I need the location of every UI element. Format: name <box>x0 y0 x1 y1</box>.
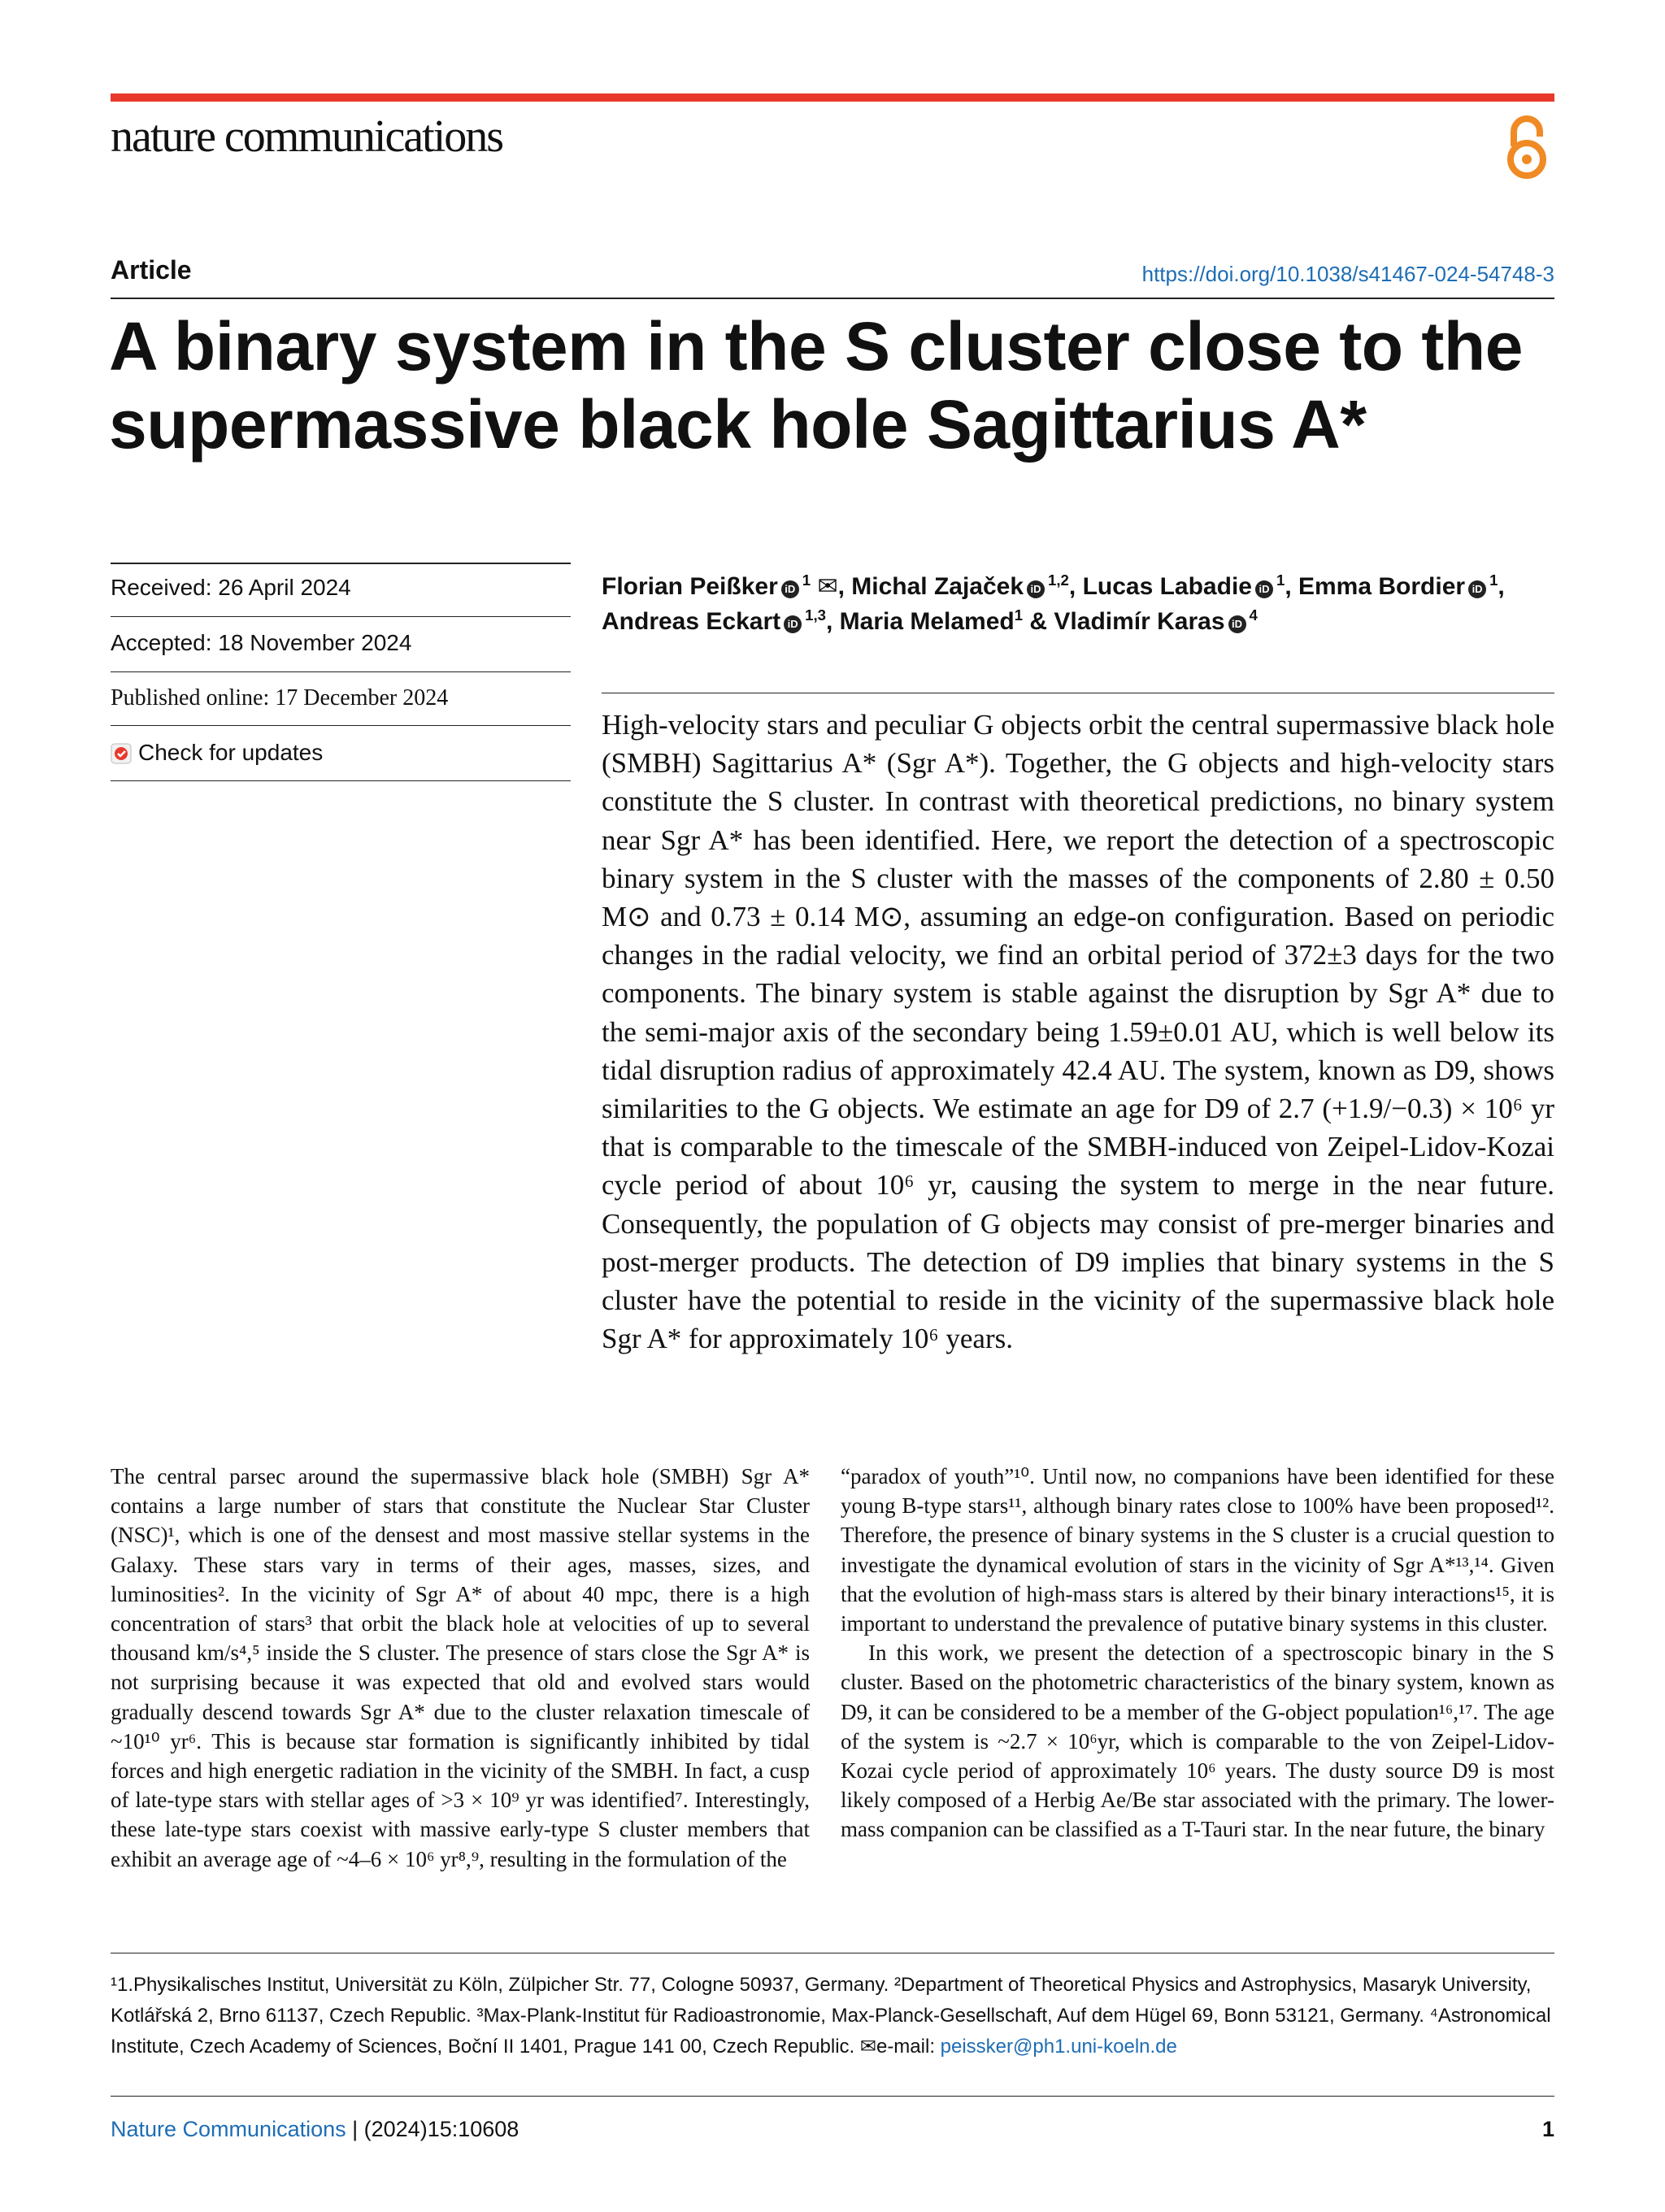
orcid-icon[interactable]: iD <box>784 615 802 633</box>
footer-rule <box>111 2096 1554 2097</box>
open-access-icon <box>1502 114 1551 180</box>
orcid-icon[interactable]: iD <box>1468 580 1486 598</box>
orcid-icon[interactable]: iD <box>1027 580 1045 598</box>
doi-link[interactable]: https://doi.org/10.1038/s41467-024-54748-3 <box>1141 262 1554 286</box>
author-list: Florian Peißker $iD^1$ ✉, Michal Zajaček iD$^{1,2}$, Lucas Labadie $iD^1$, Emma Bordier $iD^1$, Andreas Eckart iD$^{1,3}$, Maria Melamed$^1$ & Vladimír Karas $iD^4$ <box>602 571 1505 635</box>
body-column-right <box>841 1462 1554 1845</box>
meta-rule <box>111 563 571 564</box>
footer-citation: Nature Communications | (2024)15:10608 <box>111 2117 519 2141</box>
body-column-left <box>111 1462 810 1874</box>
accepted-date: Accepted: 18 November 2024 <box>111 630 412 655</box>
abstract: High-velocity stars and peculiar G objects orbit the central supermassive black hole (SMBH) Sagittarius A* (Sgr A*). Together, the G objects and high-velocity stars constitute the S cluster. In contrast with theoretical predictions, no binary system near Sgr A* has been identified. Here, we report the detection of a spectroscopic binary system in the S cluster with the masses of the components of 2.80 ± 0.50 M⊙ and 0.73 ± 0.14 M⊙, assuming an edge-on configuration. Based on periodic changes in the radial velocity, we find an orbital period of 372±3 days for the two components. The binary system is stable against the disruption by Sgr A* due to the semi-major axis of the secondary being 1.59±0.01 AU, which is well below its tidal disruption radius of approximately 42.4 AU. The system, known as D9, shows similarities to the G objects. We estimate an age for D9 of 2.7 (+1.9/−0.3) × 10⁶ yr that is comparable to the timescale of the SMBH-induced von Zeipel-Lidov-Kozai cycle period of about 10⁶ yr, causing the system to merge in the near future. Consequently, the population of G objects may consist of pre-merger binaries and post-merger products. The detection of D9 implies that binary systems in the S cluster have the potential to reside in the vicinity of the supermassive black hole Sgr A* for approximately 10⁶ years. <box>602 709 1554 1355</box>
meta-rule <box>111 616 571 617</box>
author-name[interactable]: Vladimír Karas <box>1054 608 1225 635</box>
body-paragraph: “paradox of youth”¹⁰. Until now, no companions have been identified for these young B-type stars¹¹, although binary rates close to 100% have been proposed¹². Therefore, the presence of binary systems in the S cluster is a crucial question to investigate the dynamical evolution of stars in the vicinity of Sgr A*¹³,¹⁴. Given that the evolution of high-mass stars is altered by their binary interactions¹⁵, it is important to understand the prevalence of putative binary systems in this cluster. <box>841 1464 1554 1636</box>
author-name[interactable]: Maria Melamed <box>839 608 1015 635</box>
mail-icon: ✉ <box>859 2036 876 2058</box>
journal-name: nature communications <box>111 111 503 162</box>
author-name[interactable]: Lucas Labadie <box>1082 573 1252 600</box>
check-updates-button[interactable] <box>111 740 323 766</box>
affiliations: ¹1.Physikalisches Institut, Universität zu Köln, Zülpicher Str. 77, Cologne 50937, Germany. ²Department of Theoretical Physics and Astrophysics, Masaryk University, Kotlářská 2, Brno 61137, Czech Republic. ³Max-Plank-Institut für Radioastronomie, Max-Planck-Gesellschaft, Auf dem Hügel 69, Bonn 53121, Germany. ⁴Astronomical Institute, Czech Academy of Sciences, Boční II 1401, Prague 141 00, Czech Republic. ✉e-mail: peissker@ph1.uni-koeln.de <box>111 1974 1551 2058</box>
orcid-icon[interactable]: iD <box>1228 615 1246 633</box>
meta-rule <box>111 780 571 781</box>
meta-rule <box>111 725 571 726</box>
orcid-icon[interactable]: iD <box>1255 580 1273 598</box>
email-link[interactable]: peissker@ph1.uni-koeln.de <box>940 2036 1177 2058</box>
check-updates-label: Check for updates <box>138 740 324 765</box>
meta-rule <box>111 671 571 672</box>
body-paragraph: In this work, we present the detection of a spectroscopic binary in the S cluster. Based on the photometric characteristics of the binary system, known as D9, it can be considered to be a member of the G-object population¹⁶,¹⁷. The age of the system is ~2.7 × 10⁶yr, which is comparable to the von Zeipel-Lidov-Kozai cycle period of approximately 10⁶ years. The dusty source D9 is most likely composed of a Herbig Ae/Be star associated with the primary. The lower-mass companion can be classified as a T-Tauri star. In the near future, the binary <box>841 1641 1554 1842</box>
footer-journal-link[interactable]: Nature Communications <box>111 2117 346 2141</box>
article-type: Article <box>111 255 192 285</box>
author-name[interactable]: Michal Zajaček <box>851 573 1024 600</box>
article-title: A binary system in the S cluster close to the supermassive black hole Sagittarius A* <box>109 308 1523 463</box>
header-rule <box>111 93 1554 102</box>
author-name[interactable]: Florian Peißker <box>602 573 778 600</box>
title-rule <box>111 298 1554 299</box>
orcid-icon[interactable]: iD <box>781 580 799 598</box>
body-paragraph: The central parsec around the supermassive black hole (SMBH) Sgr A* contains a large number of stars that constitute the Nuclear Star Cluster (NSC)¹, which is one of the densest and most massive stellar systems in the Galaxy. These stars vary in terms of their ages, masses, sizes, and luminosities². In the vicinity of Sgr A* of about 40 mpc, there is a high concentration of stars³ that orbit the black hole at velocities of up to several thousand km/s⁴,⁵ inside the S cluster. The presence of stars close the Sgr A* is not surprising because it was expected that old and evolved stars would gradually descend towards Sgr A* due to the cluster relaxation timescale of ~10¹⁰ yr⁶. This is because star formation is significantly inhibited by tidal forces and high energetic radiation in the vicinity of the SMBH. In fact, a cusp of late-type stars with stellar ages of >3 × 10⁹ yr was identified⁷. Interestingly, these late-type stars coexist with massive early-type S cluster members that exhibit an average age of ~4–6 × 10⁶ yr⁸,⁹, resulting in the formulation of the <box>111 1464 810 1871</box>
mail-icon[interactable]: ✉ <box>817 573 838 600</box>
page-number: 1 <box>1541 2117 1554 2141</box>
received-date: Received: 26 April 2024 <box>111 575 351 600</box>
author-name[interactable]: Andreas Eckart <box>602 608 781 635</box>
check-updates-icon <box>111 743 132 764</box>
author-name[interactable]: Emma Bordier <box>1298 573 1466 600</box>
published-date: Published online: 17 December 2024 <box>111 685 449 711</box>
